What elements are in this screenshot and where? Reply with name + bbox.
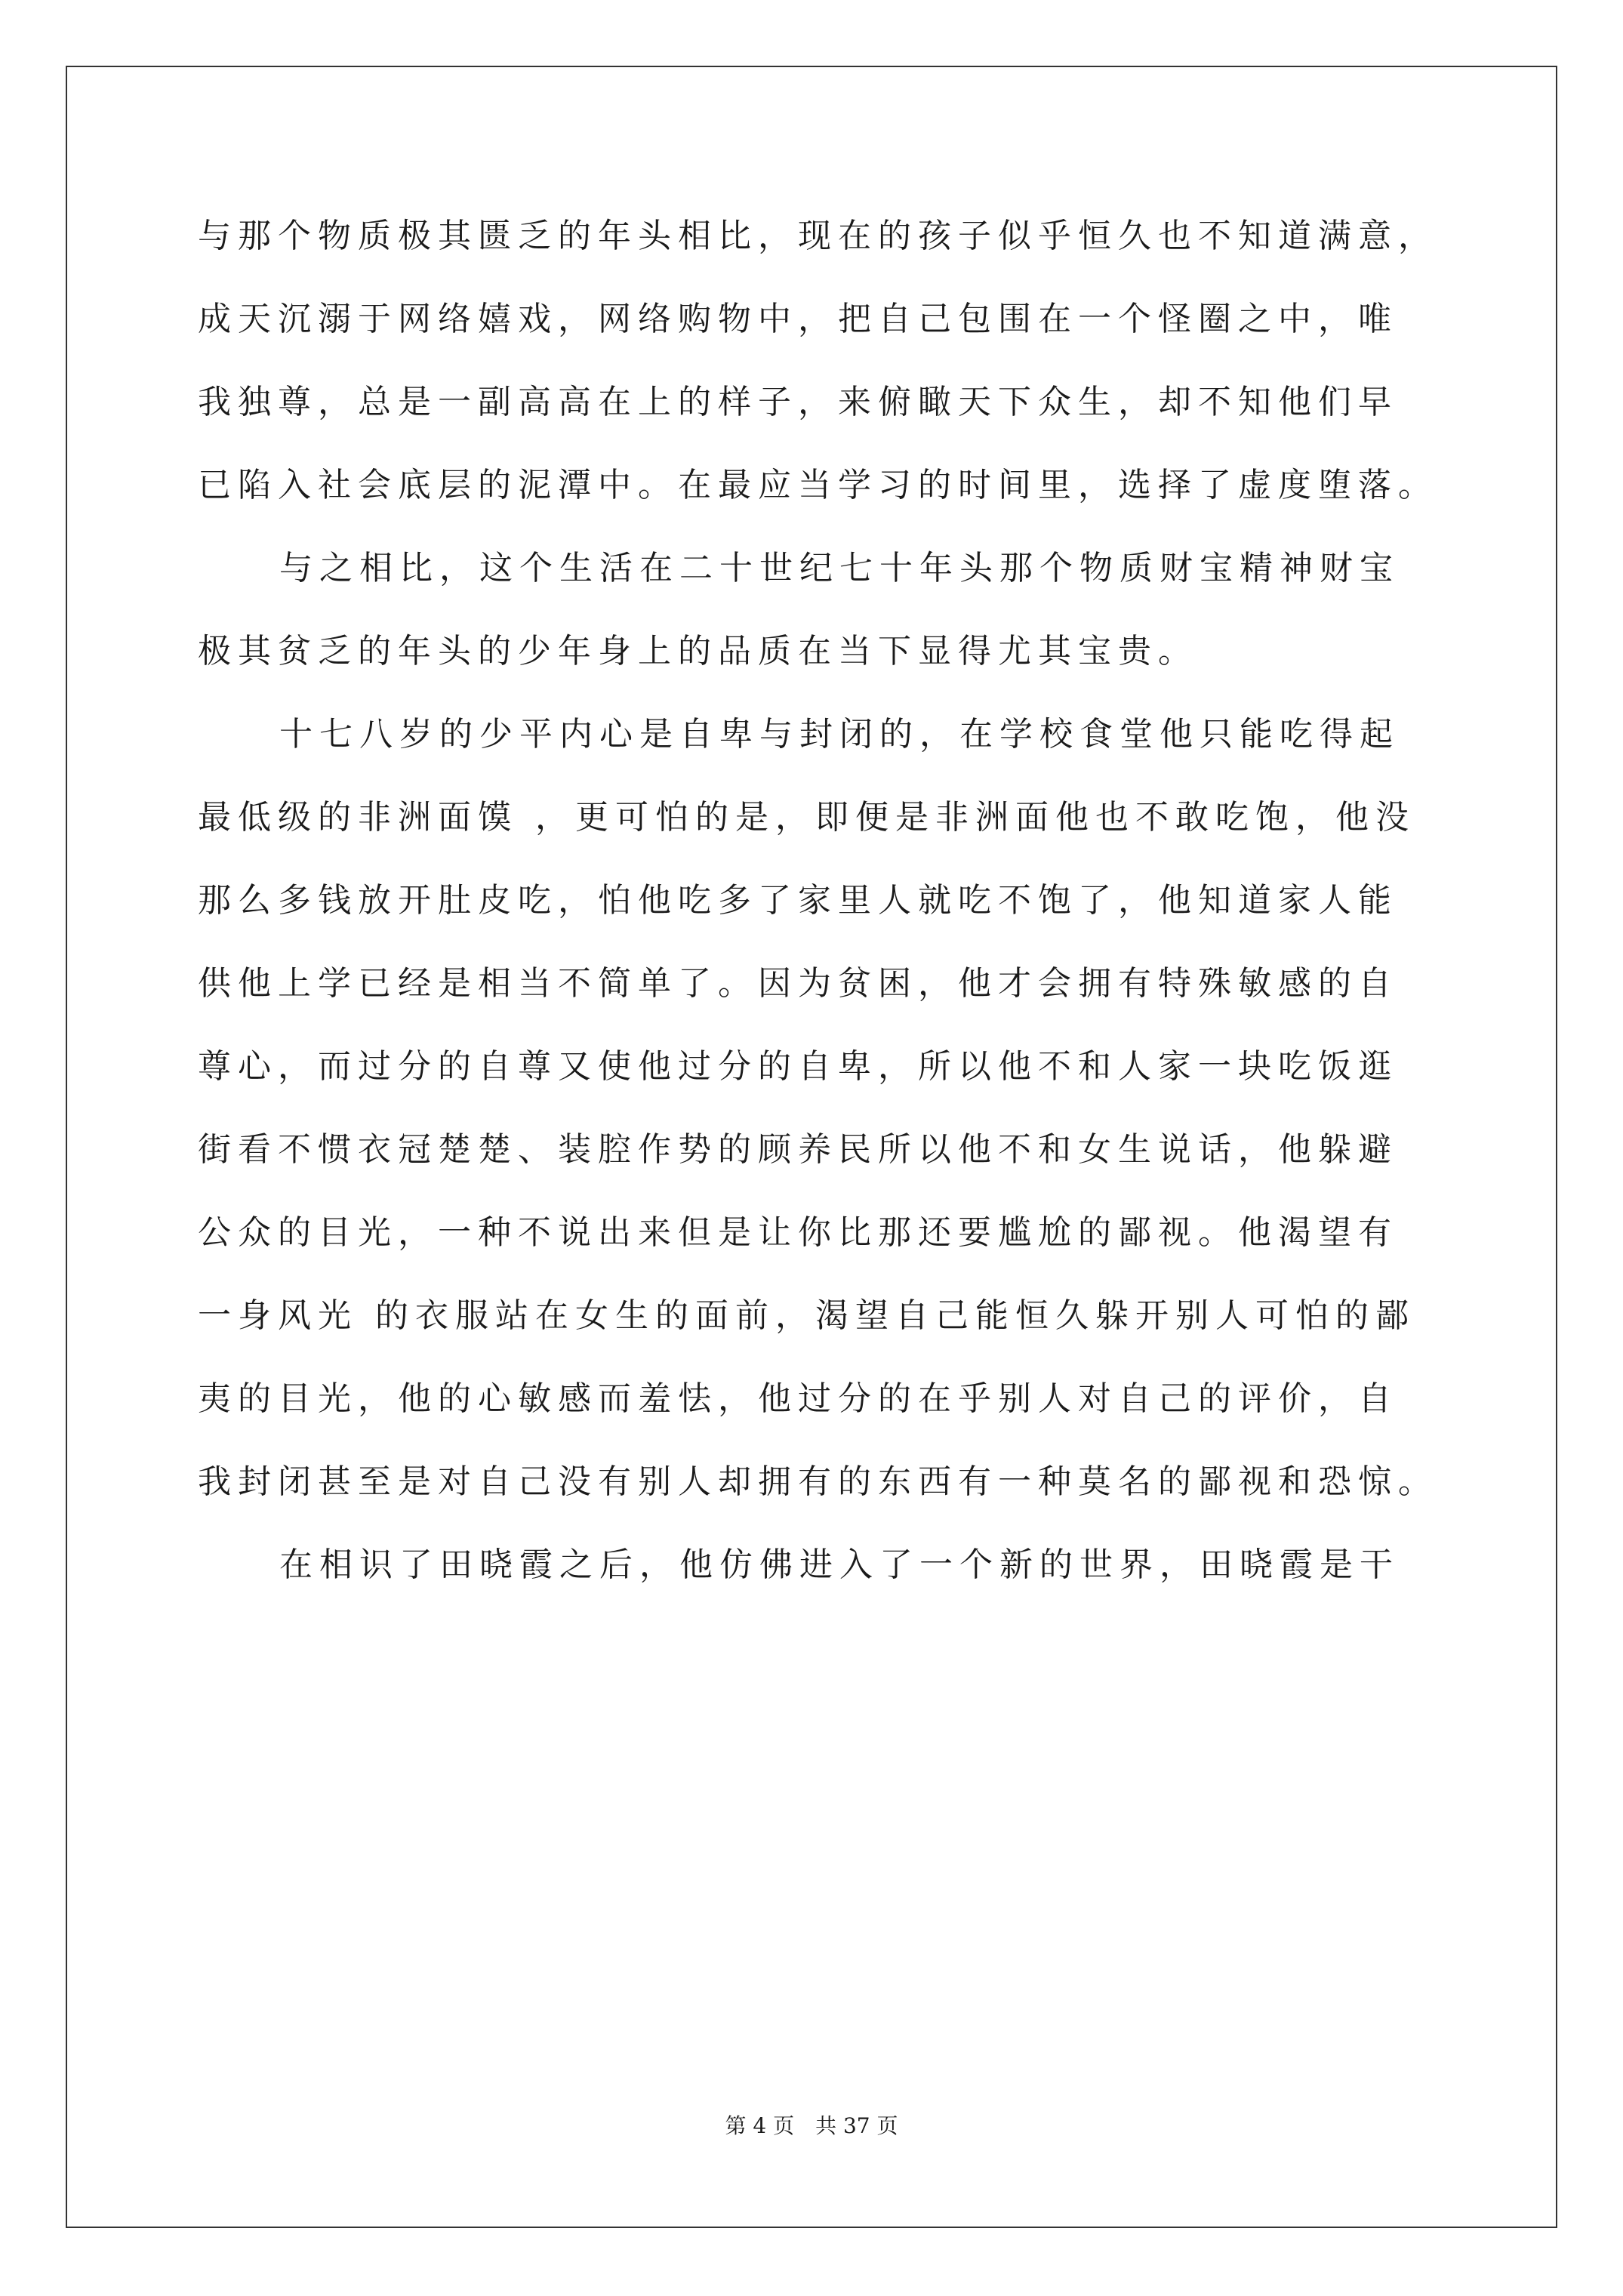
text-line: 成天沉溺于网络嬉戏，网络购物中，把自己包围在一个怪圈之中，唯 [198, 300, 1398, 338]
text-line: 夷的目光，他的心敏感而羞怯，他过分的在乎别人对自己的评价，自 [198, 1379, 1398, 1418]
text-line: 那么多钱放开肚皮吃，怕他吃多了家里人就吃不饱了，他知道家人能 [198, 881, 1398, 920]
text-line: 已陷入社会底层的泥潭中。在最应当学习的时间里，选择了虚度堕落。 [198, 466, 1438, 504]
text-line: 最低级的非洲面馍 ，更可怕的是，即便是非洲面他也不敢吃饱，他没 [198, 798, 1415, 837]
text-line: 我封闭甚至是对自己没有别人却拥有的东西有一种莫名的鄙视和恐惊。 [198, 1462, 1438, 1501]
text-line: 公众的目光，一种不说出来但是让你比那还要尴尬的鄙视。他渴望有 [198, 1213, 1398, 1252]
text-line: 供他上学已经是相当不简单了。因为贫困，他才会拥有特殊敏感的自 [198, 964, 1398, 1003]
paragraph-start-line: 与之相比，这个生活在二十世纪七十年头那个物质财宝精神财宝 [279, 549, 1400, 587]
text-line: 我独尊，总是一副高高在上的样子，来俯瞰天下众生，却不知他们早 [198, 383, 1398, 421]
document-body [198, 195, 1436, 1607]
paragraph-start-line: 在相识了田晓霞之后，他仿佛进入了一个新的世界，田晓霞是干 [279, 1546, 1400, 1584]
text-line: 一身风光 的衣服站在女生的面前，渴望自己能恒久躲开别人可怕的鄙 [198, 1296, 1415, 1335]
text-line: 与那个物质极其匮乏的年头相比，现在的孩子似乎恒久也不知道满意， [198, 217, 1438, 255]
paragraph-start-line: 十七八岁的少平内心是自卑与封闭的，在学校食堂他只能吃得起 [279, 715, 1400, 754]
text-line: 尊心，而过分的自尊又使他过分的自卑，所以他不和人家一块吃饭逛 [198, 1047, 1398, 1086]
text-line: 极其贫乏的年头的少年身上的品质在当下显得尤其宝贵。 [198, 632, 1198, 670]
text-line: 街看不惯衣冠楚楚、装腔作势的顾养民所以他不和女生说话，他躲避 [198, 1130, 1398, 1169]
page-number-footer: 第 4 页 共 37 页 [725, 2113, 898, 2138]
